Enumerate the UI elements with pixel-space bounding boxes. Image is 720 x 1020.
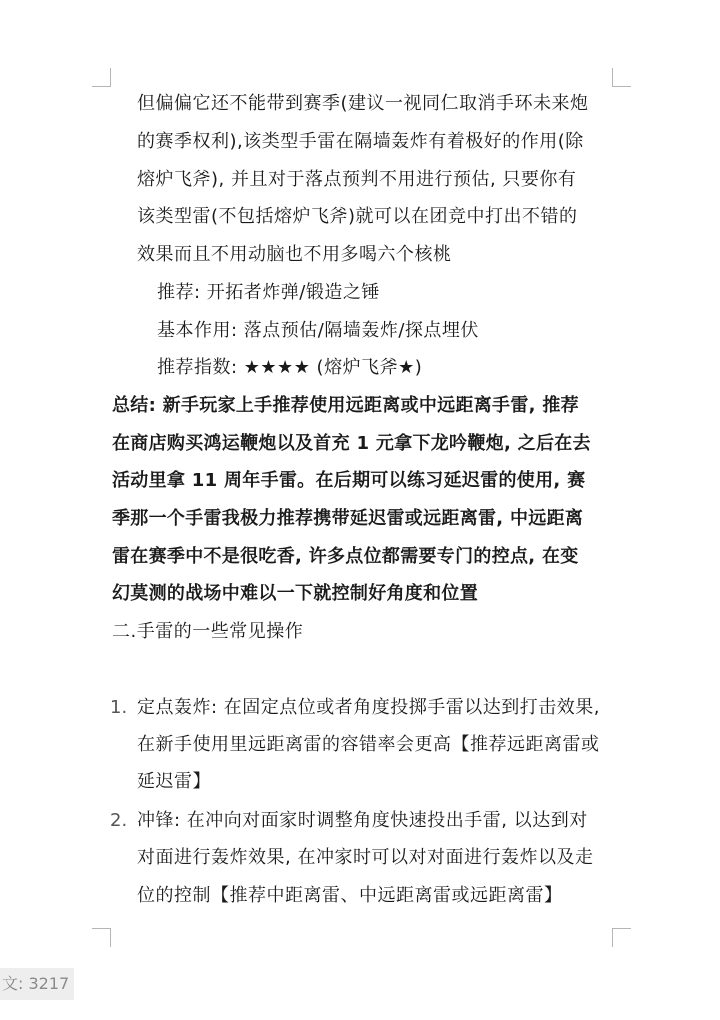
page-corner-mark [92, 68, 111, 87]
list-number: 2. [110, 810, 128, 831]
rating-line: 推荐指数: ★★★★ (熔炉飞斧★) [157, 357, 423, 378]
basic-use-line: 基本作用: 落点预估/隔墙轰炸/探点埋伏 [157, 320, 479, 341]
list-item-line: 延迟雷】 [137, 771, 211, 792]
list-item-line: 位的控制【推荐中距离雷、中远距离雷或远距离雷】 [137, 885, 563, 906]
list-number: 1. [110, 697, 128, 718]
summary-line: 雷在赛季中不是很吃香, 许多点位都需要专门的控点, 在变 [112, 546, 579, 567]
list-item-line: 在新手使用里远距离雷的容错率会更高【推荐远距离雷或 [137, 734, 600, 755]
list-item-line: 对面进行轰炸效果, 在冲家时可以对对面进行轰炸以及走 [137, 847, 594, 868]
page-corner-mark [92, 928, 111, 947]
summary-line: 幻莫测的战场中难以一下就控制好角度和位置 [112, 583, 478, 604]
section-heading: 二.手雷的一些常见操作 [112, 621, 304, 642]
summary-line: 在商店购买鸿运鞭炮以及首充 1 元拿下龙吟鞭炮, 之后在去 [112, 433, 591, 454]
page-corner-mark [612, 928, 631, 947]
word-count-badge: 文: 3217 [0, 968, 74, 1000]
paragraph-line: 的赛季权利),该类型手雷在隔墙轰炸有着极好的作用(除 [137, 131, 584, 152]
list-item-line: 冲锋: 在冲向对面家时调整角度快速投出手雷, 以达到对 [137, 810, 588, 831]
summary-line: 活动里拿 11 周年手雷。在后期可以练习延迟雷的使用, 赛 [112, 470, 586, 491]
page-corner-mark [612, 68, 631, 87]
summary-line: 总结: 新手玩家上手推荐使用远距离或中远距离手雷, 推荐 [112, 395, 579, 416]
paragraph-line: 该类型雷(不包括熔炉飞斧)就可以在团竞中打出不错的 [137, 206, 578, 227]
list-item-line: 定点轰炸: 在固定点位或者角度投掷手雷以达到打击效果, [137, 697, 601, 718]
paragraph-line: 效果而且不用动脑也不用多喝六个核桃 [137, 244, 452, 265]
paragraph-line: 但偏偏它还不能带到赛季(建议一视同仁取消手环未来炮 [137, 93, 589, 114]
recommend-line: 推荐: 开拓者炸弹/锻造之锤 [157, 282, 380, 303]
paragraph-line: 熔炉飞斧), 并且对于落点预判不用进行预估, 只要你有 [137, 169, 577, 190]
summary-line: 季那一个手雷我极力推荐携带延迟雷或远距离雷, 中远距离 [112, 508, 584, 529]
